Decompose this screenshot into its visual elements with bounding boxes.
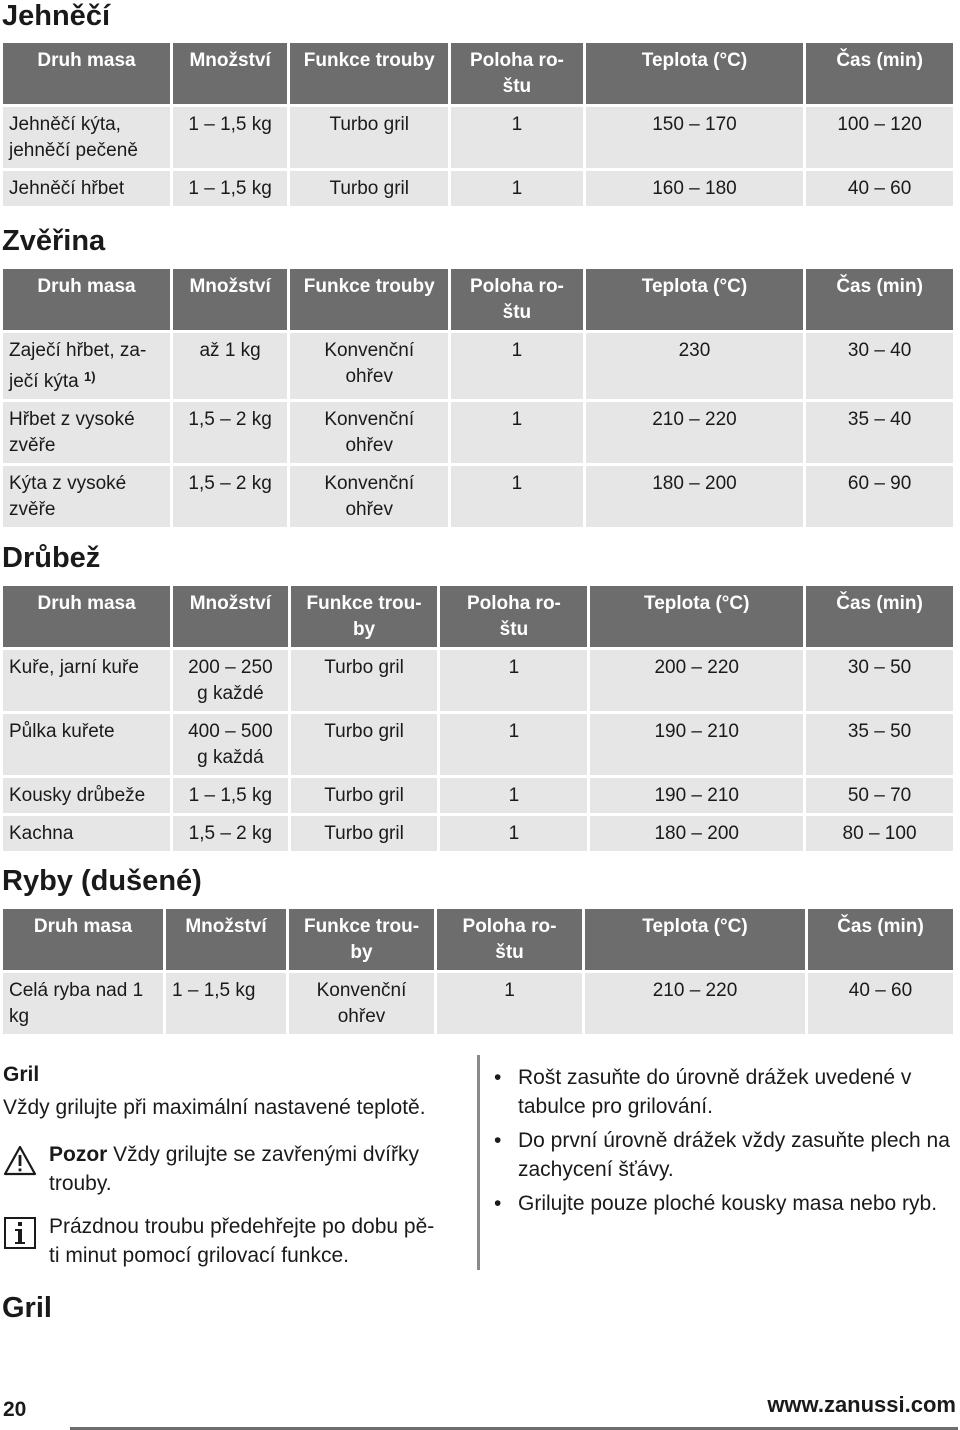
fish-table [0,906,956,1037]
cell-meat [3,333,170,399]
cell-shelf: 1 [451,466,583,527]
cell-temp: 150 – 170 [586,107,804,168]
grill-notes-left [3,1060,473,1267]
warning-text [49,1140,473,1198]
col-header-time: Čas (min) [808,909,953,970]
cell-meat: Hřbet z vysoké zvěře [3,402,170,463]
col-header-function: Funkce trouby [290,43,448,104]
col-header-shelf: Poloha ro- štu [451,269,583,330]
cell-temp: 160 – 180 [586,171,804,206]
cell-amount: 400 – 500 g každá [173,714,287,775]
col-header-shelf: Poloha ro- štu [440,586,587,647]
page-number: 20 [3,1398,27,1421]
table-row [3,402,953,463]
section-title-grill: Gril [2,1292,52,1324]
cell-meat: Kuře, jarní kuře [3,650,170,711]
table-row [3,973,953,1034]
cell-amount: 1 – 1,5 kg [173,778,287,813]
col-header-function: Funkce trou- by [291,586,438,647]
bullet-text: Grilujte pouze ploché kousky masa nebo ryb. [518,1192,938,1215]
cell-time: 35 – 50 [806,714,953,775]
col-header-shelf: Poloha ro- štu [437,909,582,970]
section-title-lamb: Jehněčí [2,0,110,32]
cell-function: Konvenční ohřev [289,973,434,1034]
cell-meat: Jehněčí hřbet [3,171,170,206]
cell-amount: až 1 kg [173,333,287,399]
cell-shelf: 1 [440,778,587,813]
cell-amount: 1 – 1,5 kg [173,107,287,168]
cell-time: 100 – 120 [806,107,953,168]
cell-time: 30 – 50 [806,650,953,711]
col-header-time: Čas (min) [806,43,953,104]
col-header-function: Funkce trou- by [289,909,434,970]
cell-amount: 1 – 1,5 kg [173,171,287,206]
cell-temp: 200 – 220 [590,650,803,711]
table-header-row [3,269,953,330]
cell-amount: 1,5 – 2 kg [173,402,287,463]
table-row [3,650,953,711]
cell-temp: 210 – 220 [585,973,805,1034]
cell-amount: 1,5 – 2 kg [173,816,287,851]
col-header-temp: Teplota (°C) [586,43,804,104]
cell-amount: 1,5 – 2 kg [173,466,287,527]
cell-meat: Kousky drůbeže [3,778,170,813]
cell-meat: Kachna [3,816,170,851]
lamb-table [0,40,956,209]
bullet-text: Do první úrovně drážek vždy zasuňte plech na zachycení šťávy. [518,1129,950,1181]
cell-shelf: 1 [440,816,587,851]
cell-function: Turbo gril [290,171,448,206]
grill-intro: Vždy grilujte při maximální nastavené teplotě. [3,1096,426,1119]
cell-meat: Celá ryba nad 1 kg [3,973,163,1034]
cell-temp: 190 – 210 [590,778,803,813]
bullet-text: Rošt zasuňte do úrovně drážek uvedené v tabulce pro grilování. [518,1066,912,1118]
cell-meat: Jehněčí kýta, jehněčí pečeně [3,107,170,168]
cell-function: Turbo gril [291,778,438,813]
cell-time: 50 – 70 [806,778,953,813]
cell-time: 80 – 100 [806,816,953,851]
cell-function: Turbo gril [291,714,438,775]
grill-heading: Gril [3,1063,40,1086]
info-text: Prázdnou troubu předehřejte po dobu pě- ti minut pomocí grilovací funkce. [49,1215,435,1267]
col-header-amount: Množství [173,269,287,330]
col-header-meat: Druh masa [3,909,163,970]
cell-function: Konvenční ohřev [290,333,448,399]
cell-meat: Půlka kuřete [3,714,170,775]
table-row [3,778,953,813]
game-table [0,266,956,530]
col-header-amount: Množství [166,909,286,970]
cell-time: 40 – 60 [806,171,953,206]
column-divider [477,1055,480,1270]
cell-meat: Kýta z vysoké zvěře [3,466,170,527]
cell-shelf: 1 [440,650,587,711]
col-header-meat: Druh masa [3,269,170,330]
cell-shelf: 1 [451,171,583,206]
cell-time: 60 – 90 [806,466,953,527]
table-row [3,171,953,206]
cell-time: 30 – 40 [806,333,953,399]
cell-function: Konvenční ohřev [290,402,448,463]
footnote-mark: 1) [83,369,96,384]
table-header-row [3,909,953,970]
warning-icon [3,1144,37,1178]
col-header-amount: Množství [173,586,287,647]
bullet-dot: • [494,1066,502,1089]
footer-url: www.zanussi.com [767,1392,956,1417]
table-header-row [3,43,953,104]
warning-label: Pozor [49,1143,108,1166]
grill-notes-right [492,1063,958,1223]
info-icon [3,1216,37,1250]
col-header-meat: Druh masa [3,586,170,647]
col-header-time: Čas (min) [806,586,953,647]
cell-amount: 200 – 250 g každé [173,650,287,711]
list-item [492,1063,958,1121]
table-row [3,107,953,168]
list-item [492,1189,958,1218]
section-title-game: Zvěřina [2,225,106,257]
bullet-dot: • [494,1192,502,1215]
cell-shelf: 1 [437,973,582,1034]
bullet-dot: • [494,1129,502,1152]
cell-shelf: 1 [451,333,583,399]
col-header-time: Čas (min) [806,269,953,330]
list-item [492,1126,958,1184]
cell-temp: 180 – 200 [590,816,803,851]
col-header-temp: Teplota (°C) [586,269,804,330]
table-header-row [3,586,953,647]
cell-temp: 210 – 220 [586,402,804,463]
col-header-meat: Druh masa [3,43,170,104]
cell-function: Turbo gril [291,816,438,851]
cell-shelf: 1 [440,714,587,775]
table-row [3,714,953,775]
col-header-function: Funkce trouby [290,269,448,330]
cell-time: 40 – 60 [808,973,953,1034]
table-row [3,333,953,399]
table-row [3,816,953,851]
cell-amount: 1 – 1,5 kg [166,973,286,1034]
col-header-temp: Teplota (°C) [590,586,803,647]
cell-meat-text: Zaječí hřbet, za- ječí kýta [9,340,147,392]
info-note [3,1212,473,1270]
warning-note [3,1140,473,1198]
poultry-table [0,583,956,854]
col-header-amount: Množství [173,43,287,104]
section-title-poultry: Drůbež [2,542,101,574]
cell-temp: 180 – 200 [586,466,804,527]
cell-shelf: 1 [451,107,583,168]
col-header-temp: Teplota (°C) [585,909,805,970]
cell-function: Turbo gril [291,650,438,711]
cell-temp: 190 – 210 [590,714,803,775]
table-row [3,466,953,527]
warning-body: Vždy grilujte se zavřenými dvířky trouby. [49,1143,419,1195]
cell-function: Turbo gril [290,107,448,168]
section-title-fish: Ryby (dušené) [2,865,202,897]
cell-time: 35 – 40 [806,402,953,463]
cell-temp: 230 [586,333,804,399]
cell-function: Konvenční ohřev [290,466,448,527]
col-header-shelf: Poloha ro- štu [451,43,583,104]
cell-shelf: 1 [451,402,583,463]
